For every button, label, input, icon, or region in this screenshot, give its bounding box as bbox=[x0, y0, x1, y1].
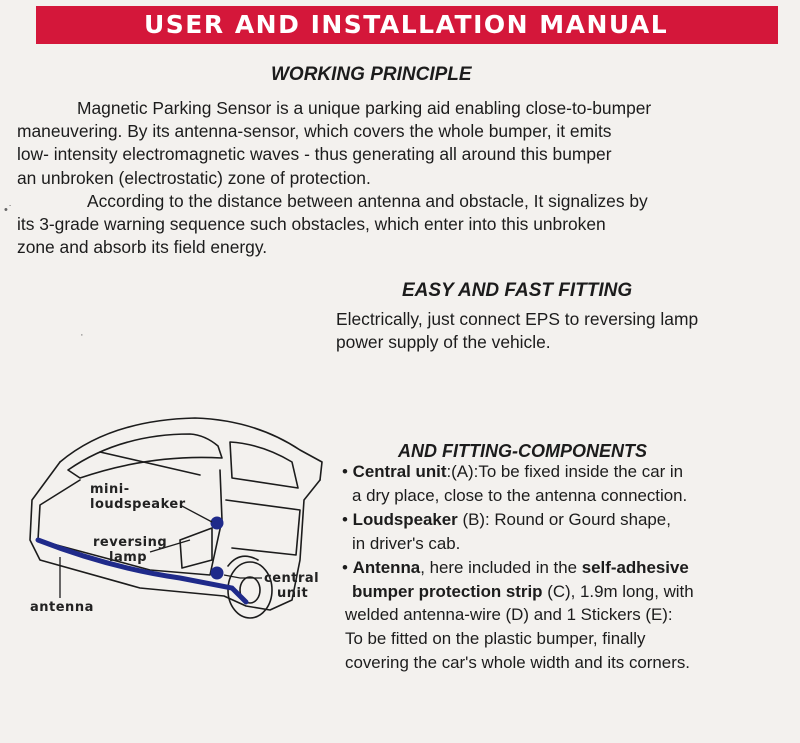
working-principle-text bbox=[17, 97, 651, 259]
rear-wheel-arch bbox=[228, 556, 258, 566]
antenna-line4: To be fitted on the plastic bumper, finally bbox=[345, 629, 646, 649]
antenna-text: , here included in the bbox=[420, 557, 582, 577]
wp-line: According to the distance between antenna and obstacle, It signalizes by bbox=[87, 190, 648, 211]
manual-title: USER AND INSTALLATION MANUAL bbox=[144, 10, 669, 39]
wp-line: its 3-grade warning sequence such obstacles, which enter into this unbroken bbox=[17, 214, 606, 235]
wp-line: Magnetic Parking Sensor is a unique parking aid enabling close-to-bumper bbox=[77, 98, 652, 118]
central-unit-cont: a dry place, close to the antenna connection. bbox=[352, 485, 688, 505]
working-principle-heading: WORKING PRINCIPLE bbox=[271, 64, 472, 85]
wp-line: low- intensity electromagnetic waves - thus generating all around this bumper bbox=[17, 144, 612, 165]
list-item-antenna bbox=[342, 557, 694, 580]
scan-speck: • ˙ bbox=[4, 204, 13, 216]
loudspeaker-label: Loudspeaker bbox=[352, 509, 458, 529]
car-diagram bbox=[0, 400, 340, 650]
label-mini: mini- bbox=[90, 482, 130, 497]
wp-line: an unbroken (electrostatic) zone of protection. bbox=[17, 167, 371, 188]
bullet: • bbox=[342, 509, 348, 529]
bullet: • bbox=[342, 462, 348, 481]
rear-lamp bbox=[180, 528, 212, 568]
loudspeaker-marker bbox=[211, 517, 224, 530]
bumper-strip-label: bumper protection strip bbox=[352, 581, 543, 601]
central-unit-marker bbox=[211, 567, 224, 580]
ef-line: Electrically, just connect EPS to reversing lamp bbox=[336, 309, 699, 329]
loudspeaker-cont: in driver's cab. bbox=[352, 533, 461, 553]
bullet: • bbox=[342, 557, 348, 577]
label-antenna: antenna bbox=[30, 600, 94, 615]
antenna-line2-rest: (C), 1.9m long, with bbox=[542, 581, 694, 601]
loudspeaker-text: (B): Round or Gourd shape, bbox=[457, 509, 671, 529]
easy-fitting-heading: EASY AND FAST FITTING bbox=[402, 280, 633, 301]
label-lamp: lamp bbox=[109, 550, 148, 565]
ef-line: power supply of the vehicle. bbox=[336, 332, 551, 353]
scan-speck: · bbox=[80, 329, 84, 341]
wp-line: maneuvering. By its antenna-sensor, which covers the whole bumper, it emits bbox=[17, 121, 612, 142]
side-panel bbox=[226, 500, 300, 555]
components-heading: AND FITTING-COMPONENTS bbox=[398, 441, 647, 461]
central-unit-label: Central unit bbox=[352, 462, 447, 481]
antenna-line3: welded antenna-wire (D) and 1 Stickers (E): bbox=[345, 605, 673, 625]
easy-fitting-text bbox=[336, 308, 698, 354]
wp-line: zone and absorb its field energy. bbox=[17, 237, 268, 258]
header-bar bbox=[36, 6, 778, 44]
roof-spoiler bbox=[100, 452, 200, 475]
antenna-line5: covering the car's whole width and its corners. bbox=[345, 653, 690, 673]
antenna-label: Antenna bbox=[352, 557, 421, 577]
car-side-window bbox=[230, 442, 298, 488]
components-list bbox=[342, 461, 694, 676]
label-unit: unit bbox=[277, 586, 309, 601]
list-item-loudspeaker bbox=[342, 509, 694, 532]
label-loudspeaker: loudspeaker bbox=[90, 497, 186, 512]
car-roof-outline bbox=[60, 418, 322, 480]
antenna-line2 bbox=[342, 581, 694, 604]
self-adhesive-label: self-adhesive bbox=[581, 557, 689, 577]
central-unit-text: :(A):To be fixed inside the car in bbox=[446, 462, 684, 481]
label-reversing: reversing bbox=[93, 535, 168, 550]
list-item-central-unit bbox=[342, 461, 694, 484]
label-central: central bbox=[264, 571, 320, 586]
